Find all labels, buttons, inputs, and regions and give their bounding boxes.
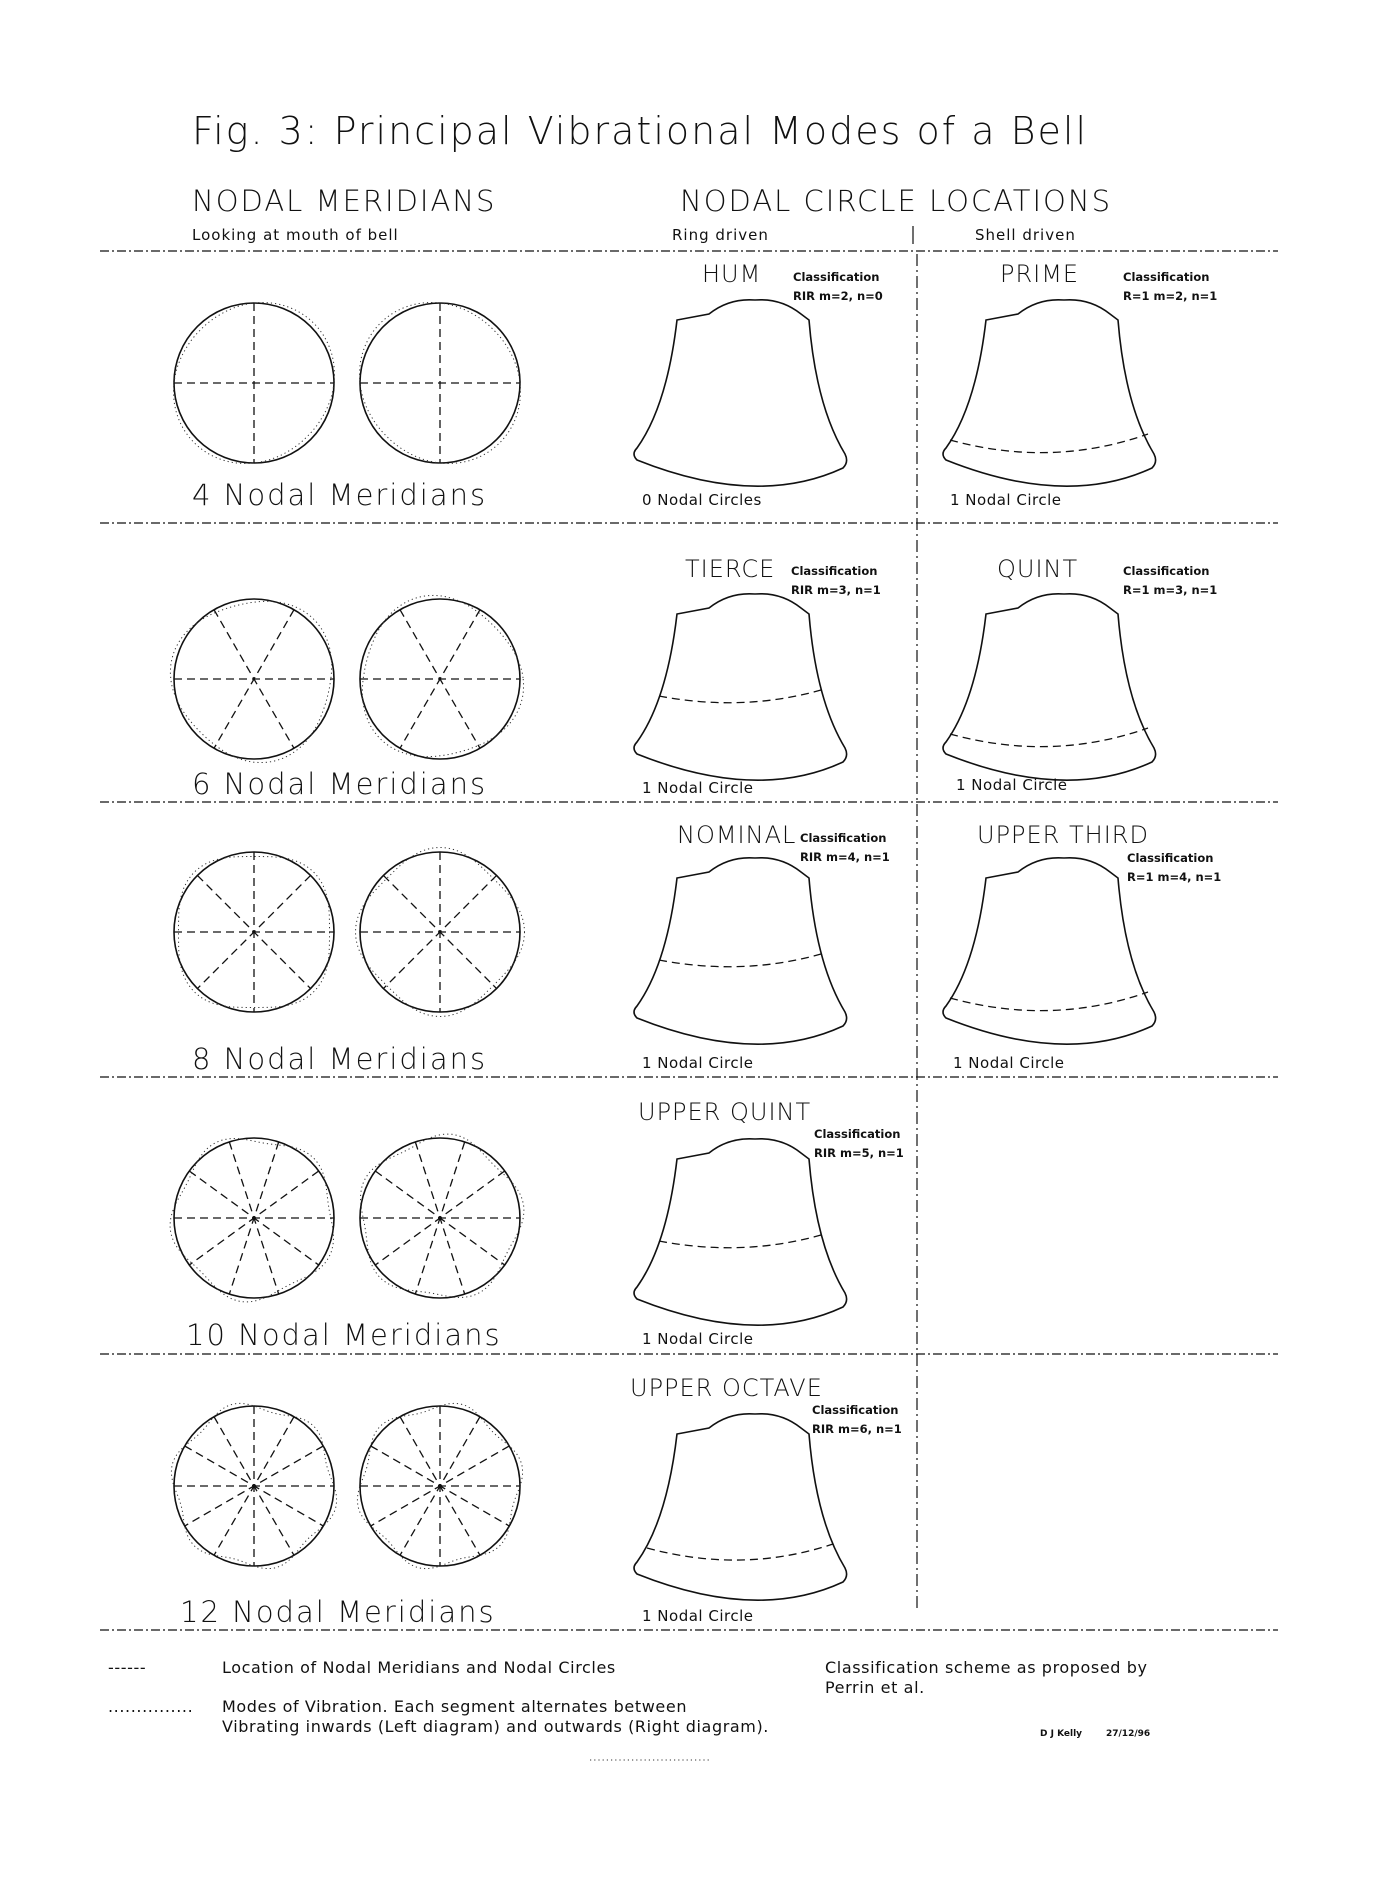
legend-dotted-symbol: ............... — [108, 1697, 194, 1716]
classification-label: Classification — [793, 270, 880, 284]
classification-label: Classification — [1123, 564, 1210, 578]
bell-shell-driven — [943, 594, 1156, 780]
nodal-circle-count: 0 Nodal Circles — [642, 491, 762, 509]
classification-value: R=1 m=4, n=1 — [1127, 870, 1222, 884]
classification-label: Classification — [814, 1127, 901, 1141]
nodal-circle-line — [950, 728, 1148, 747]
nodal-circle-count: 1 Nodal Circle — [956, 776, 1068, 794]
mode-name: UPPER QUINT — [638, 1098, 812, 1126]
meridian-count-label: 8 Nodal Meridians — [192, 1042, 488, 1076]
nodal-circle-count: 1 Nodal Circle — [642, 1054, 754, 1072]
mode-row-4-meridians — [174, 260, 1218, 512]
drawing-date: 27/12/96 — [1106, 1729, 1151, 1739]
meridians-subheading: Looking at mouth of bell — [192, 226, 399, 244]
bell-outline — [634, 300, 847, 486]
nodal-circle-count: 1 Nodal Circle — [642, 1607, 754, 1625]
meridian-diagrams — [174, 303, 521, 464]
bell-shell-driven — [943, 300, 1156, 486]
mode-row-8-meridians — [174, 821, 1221, 1076]
nodal-circle-count: 1 Nodal Circle — [642, 779, 754, 797]
author-credit: D J Kelly — [1040, 1729, 1083, 1739]
bell-outline — [634, 594, 847, 780]
mode-name: PRIME — [1000, 260, 1080, 288]
mode-name: QUINT — [997, 555, 1079, 583]
nodal-circle-line — [647, 1544, 833, 1560]
ring-driven-heading: Ring driven — [672, 226, 769, 244]
nodal-circle-line — [950, 434, 1148, 453]
bell-ring-driven — [634, 858, 847, 1044]
legend-dotted-text-line1: Modes of Vibration. Each segment alternates between — [222, 1697, 688, 1716]
nodal-circle-count: 1 Nodal Circle — [953, 1054, 1065, 1072]
classification-label: Classification — [800, 831, 887, 845]
nodal-meridians-heading: NODAL MERIDIANS — [192, 184, 497, 218]
classification-label: Classification — [791, 564, 878, 578]
mode-name: TIERCE — [685, 555, 776, 583]
classification-value: RIR m=4, n=1 — [800, 850, 890, 864]
classification-label: Classification — [1127, 851, 1214, 865]
classification-label: Classification — [812, 1403, 899, 1417]
mode-name: UPPER THIRD — [977, 821, 1149, 849]
mode-name: UPPER OCTAVE — [630, 1374, 823, 1402]
nodal-circle-line — [659, 1235, 821, 1248]
meridian-count-label: 4 Nodal Meridians — [192, 478, 488, 512]
classification-value: R=1 m=2, n=1 — [1123, 289, 1218, 303]
bell-ring-driven — [634, 594, 847, 780]
meridian-count-label: 12 Nodal Meridians — [180, 1595, 496, 1629]
classification-label: Classification — [1123, 270, 1210, 284]
legend-dashed-symbol: ------ — [108, 1658, 147, 1677]
meridian-diagrams — [171, 1403, 522, 1568]
bell-ring-driven — [634, 1414, 847, 1600]
meridian-diagrams — [170, 595, 523, 762]
bell-shell-driven — [943, 858, 1156, 1044]
meridian-diagrams — [174, 848, 525, 1017]
mode-name: NOMINAL — [677, 821, 797, 849]
bell-outline — [943, 594, 1156, 780]
nodal-circle-line — [950, 992, 1148, 1011]
nodal-circle-line — [659, 690, 821, 703]
mode-row-12-meridians — [171, 1374, 901, 1629]
bell-outline — [634, 1139, 847, 1325]
mode-row-6-meridians — [170, 555, 1217, 801]
bell-outline — [943, 858, 1156, 1044]
classification-value: R=1 m=3, n=1 — [1123, 583, 1218, 597]
bell-outline — [634, 858, 847, 1044]
figure-title: Fig. 3: Principal Vibrational Modes of a Bell — [192, 109, 1088, 153]
shell-driven-heading: Shell driven — [975, 226, 1076, 244]
nodal-circle-count: 1 Nodal Circle — [950, 491, 1062, 509]
vibration-mode-shape — [361, 1134, 524, 1297]
legend — [108, 1658, 1150, 1760]
classification-scheme-line1: Classification scheme as proposed by — [825, 1658, 1148, 1677]
classification-value: RIR m=6, n=1 — [812, 1422, 902, 1436]
classification-scheme-line2: Perrin et al. — [825, 1678, 925, 1697]
meridian-count-label: 6 Nodal Meridians — [192, 767, 488, 801]
mode-row-10-meridians — [170, 1098, 904, 1352]
bell-outline — [943, 300, 1156, 486]
bell-outline — [634, 1414, 847, 1600]
nodal-circle-count: 1 Nodal Circle — [642, 1330, 754, 1348]
nodal-circle-locations-heading: NODAL CIRCLE LOCATIONS — [680, 184, 1112, 218]
legend-dashed-text: Location of Nodal Meridians and Nodal Circles — [222, 1658, 616, 1677]
legend-dotted-text-line2: Vibrating inwards (Left diagram) and outwards (Right diagram). — [222, 1717, 769, 1736]
bell-ring-driven — [634, 300, 847, 486]
nodal-circle-line — [659, 954, 821, 967]
classification-value: RIR m=3, n=1 — [791, 583, 881, 597]
bell-ring-driven — [634, 1139, 847, 1325]
mode-name: HUM — [702, 260, 762, 288]
meridian-diagrams — [170, 1134, 524, 1302]
classification-value: RIR m=2, n=0 — [793, 289, 883, 303]
meridian-count-label: 10 Nodal Meridians — [186, 1318, 502, 1352]
classification-value: RIR m=5, n=1 — [814, 1146, 904, 1160]
